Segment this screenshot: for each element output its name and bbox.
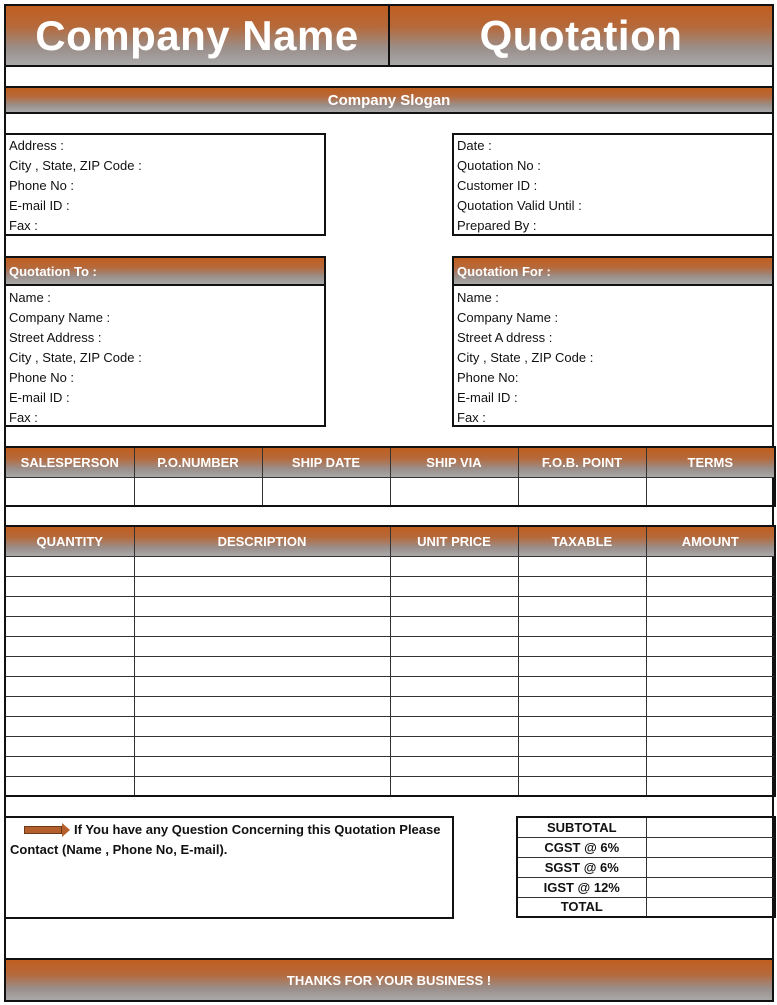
quote-info-box xyxy=(452,133,774,236)
description-cell[interactable] xyxy=(134,616,390,636)
sgst-value[interactable] xyxy=(646,857,775,877)
customer-id-label: Customer ID : xyxy=(457,178,538,193)
ship-via-header: SHIP VIA xyxy=(390,447,518,477)
subtotal-label: SUBTOTAL xyxy=(517,817,646,837)
quantity-cell[interactable] xyxy=(5,656,134,676)
prepared-by-label: Prepared By : xyxy=(457,218,537,233)
quotation-no-label: Quotation No : xyxy=(457,158,541,173)
unit-price-cell[interactable] xyxy=(390,776,518,796)
to-email-label: E-mail ID : xyxy=(9,390,70,405)
unit-price-cell[interactable] xyxy=(390,636,518,656)
amount-cell[interactable] xyxy=(646,576,775,596)
description-header: DESCRIPTION xyxy=(134,526,390,556)
quotation-to-header: Quotation To : xyxy=(4,256,326,286)
description-cell[interactable] xyxy=(134,596,390,616)
to-fax-label: Fax : xyxy=(9,410,38,425)
description-cell[interactable] xyxy=(134,696,390,716)
unit-price-cell[interactable] xyxy=(390,696,518,716)
table-row xyxy=(5,776,775,796)
quantity-cell[interactable] xyxy=(5,676,134,696)
table-row xyxy=(5,556,775,576)
taxable-cell[interactable] xyxy=(518,756,646,776)
taxable-cell[interactable] xyxy=(518,736,646,756)
ship-via-cell[interactable] xyxy=(390,477,518,506)
taxable-cell[interactable] xyxy=(518,616,646,636)
table-row xyxy=(5,636,775,656)
table-row xyxy=(5,596,775,616)
table-row xyxy=(5,616,775,636)
unit-price-cell[interactable] xyxy=(390,576,518,596)
quotation-title: Quotation xyxy=(388,4,774,67)
taxable-cell[interactable] xyxy=(518,776,646,796)
amount-cell[interactable] xyxy=(646,596,775,616)
quantity-header: QUANTITY xyxy=(5,526,134,556)
to-phone-label: Phone No : xyxy=(9,370,75,385)
quotation-for-header: Quotation For : xyxy=(452,256,774,286)
taxable-cell[interactable] xyxy=(518,716,646,736)
ship-date-cell[interactable] xyxy=(262,477,390,506)
unit-price-cell[interactable] xyxy=(390,656,518,676)
table-row xyxy=(5,756,775,776)
fob-point-header: F.O.B. POINT xyxy=(518,447,646,477)
description-cell[interactable] xyxy=(134,636,390,656)
amount-cell[interactable] xyxy=(646,636,775,656)
description-cell[interactable] xyxy=(134,556,390,576)
quantity-cell[interactable] xyxy=(5,696,134,716)
salesperson-cell[interactable] xyxy=(5,477,134,506)
city-state-zip-label: City , State, ZIP Code : xyxy=(9,158,142,173)
company-info-box xyxy=(4,133,326,236)
taxable-cell[interactable] xyxy=(518,656,646,676)
unit-price-cell[interactable] xyxy=(390,616,518,636)
amount-cell[interactable] xyxy=(646,616,775,636)
igst-value[interactable] xyxy=(646,877,775,897)
amount-header: AMOUNT xyxy=(646,526,775,556)
description-cell[interactable] xyxy=(134,736,390,756)
items-table xyxy=(4,525,776,797)
valid-until-label: Quotation Valid Until : xyxy=(457,198,582,213)
for-street-label: Street A ddress : xyxy=(457,330,553,345)
amount-cell[interactable] xyxy=(646,696,775,716)
quotation-for-box xyxy=(452,284,774,427)
amount-cell[interactable] xyxy=(646,776,775,796)
subtotal-value[interactable] xyxy=(646,817,775,837)
for-city-label: City , State , ZIP Code : xyxy=(457,350,594,365)
arrow-right-icon xyxy=(24,826,62,834)
po-number-cell[interactable] xyxy=(134,477,262,506)
table-row xyxy=(5,696,775,716)
taxable-cell[interactable] xyxy=(518,596,646,616)
quantity-cell[interactable] xyxy=(5,776,134,796)
unit-price-cell[interactable] xyxy=(390,596,518,616)
amount-cell[interactable] xyxy=(646,676,775,696)
to-street-label: Street Address : xyxy=(9,330,102,345)
to-city-label: City , State, ZIP Code : xyxy=(9,350,142,365)
unit-price-cell[interactable] xyxy=(390,716,518,736)
quantity-cell[interactable] xyxy=(5,616,134,636)
taxable-cell[interactable] xyxy=(518,696,646,716)
note-line-1: If You have any Question Concerning this Quotation Please xyxy=(74,822,441,837)
quantity-cell[interactable] xyxy=(5,636,134,656)
to-name-label: Name : xyxy=(9,290,51,305)
unit-price-cell[interactable] xyxy=(390,676,518,696)
thanks-footer: THANKS FOR YOUR BUSINESS ! xyxy=(4,958,774,1002)
fax-label: Fax : xyxy=(9,218,38,233)
for-fax-label: Fax : xyxy=(457,410,486,425)
email-label: E-mail ID : xyxy=(9,198,70,213)
amount-cell[interactable] xyxy=(646,656,775,676)
terms-cell[interactable] xyxy=(646,477,775,506)
cgst-value[interactable] xyxy=(646,837,775,857)
table-row xyxy=(5,716,775,736)
taxable-header: TAXABLE xyxy=(518,526,646,556)
table-row xyxy=(5,676,775,696)
description-cell[interactable] xyxy=(134,776,390,796)
for-company-label: Company Name : xyxy=(457,310,559,325)
unit-price-cell[interactable] xyxy=(390,556,518,576)
sgst-label: SGST @ 6% xyxy=(517,857,646,877)
amount-cell[interactable] xyxy=(646,556,775,576)
description-cell[interactable] xyxy=(134,676,390,696)
description-cell[interactable] xyxy=(134,756,390,776)
quantity-cell[interactable] xyxy=(5,576,134,596)
total-value[interactable] xyxy=(646,897,775,917)
for-phone-label: Phone No: xyxy=(457,370,519,385)
terms-header: TERMS xyxy=(646,447,775,477)
for-name-label: Name : xyxy=(457,290,499,305)
description-cell[interactable] xyxy=(134,576,390,596)
description-cell[interactable] xyxy=(134,656,390,676)
taxable-cell[interactable] xyxy=(518,576,646,596)
taxable-cell[interactable] xyxy=(518,676,646,696)
address-label: Address : xyxy=(9,138,64,153)
taxable-cell[interactable] xyxy=(518,556,646,576)
quantity-cell[interactable] xyxy=(5,736,134,756)
ship-date-header: SHIP DATE xyxy=(262,447,390,477)
phone-label: Phone No : xyxy=(9,178,75,193)
table-row xyxy=(5,736,775,756)
to-company-label: Company Name : xyxy=(9,310,111,325)
unit-price-cell[interactable] xyxy=(390,756,518,776)
taxable-cell[interactable] xyxy=(518,636,646,656)
salesperson-header: SALESPERSON xyxy=(5,447,134,477)
amount-cell[interactable] xyxy=(646,716,775,736)
company-name-title: Company Name xyxy=(4,4,390,67)
quotation-to-box xyxy=(4,284,326,427)
quantity-cell[interactable] xyxy=(5,596,134,616)
amount-cell[interactable] xyxy=(646,756,775,776)
fob-point-cell[interactable] xyxy=(518,477,646,506)
amount-cell[interactable] xyxy=(646,736,775,756)
for-email-label: E-mail ID : xyxy=(457,390,518,405)
quantity-cell[interactable] xyxy=(5,756,134,776)
company-slogan: Company Slogan xyxy=(4,86,774,114)
quantity-cell[interactable] xyxy=(5,556,134,576)
note-line-2: Contact (Name , Phone No, E-mail). xyxy=(10,842,228,857)
table-row xyxy=(5,576,775,596)
summary-table xyxy=(516,816,776,918)
shipping-table xyxy=(4,446,776,507)
date-label: Date : xyxy=(457,138,492,153)
cgst-label: CGST @ 6% xyxy=(517,837,646,857)
table-row xyxy=(5,656,775,676)
unit-price-header: UNIT PRICE xyxy=(390,526,518,556)
total-label: TOTAL xyxy=(517,897,646,917)
question-note xyxy=(4,816,454,919)
unit-price-cell[interactable] xyxy=(390,736,518,756)
description-cell[interactable] xyxy=(134,716,390,736)
quantity-cell[interactable] xyxy=(5,716,134,736)
igst-label: IGST @ 12% xyxy=(517,877,646,897)
po-number-header: P.O.NUMBER xyxy=(134,447,262,477)
